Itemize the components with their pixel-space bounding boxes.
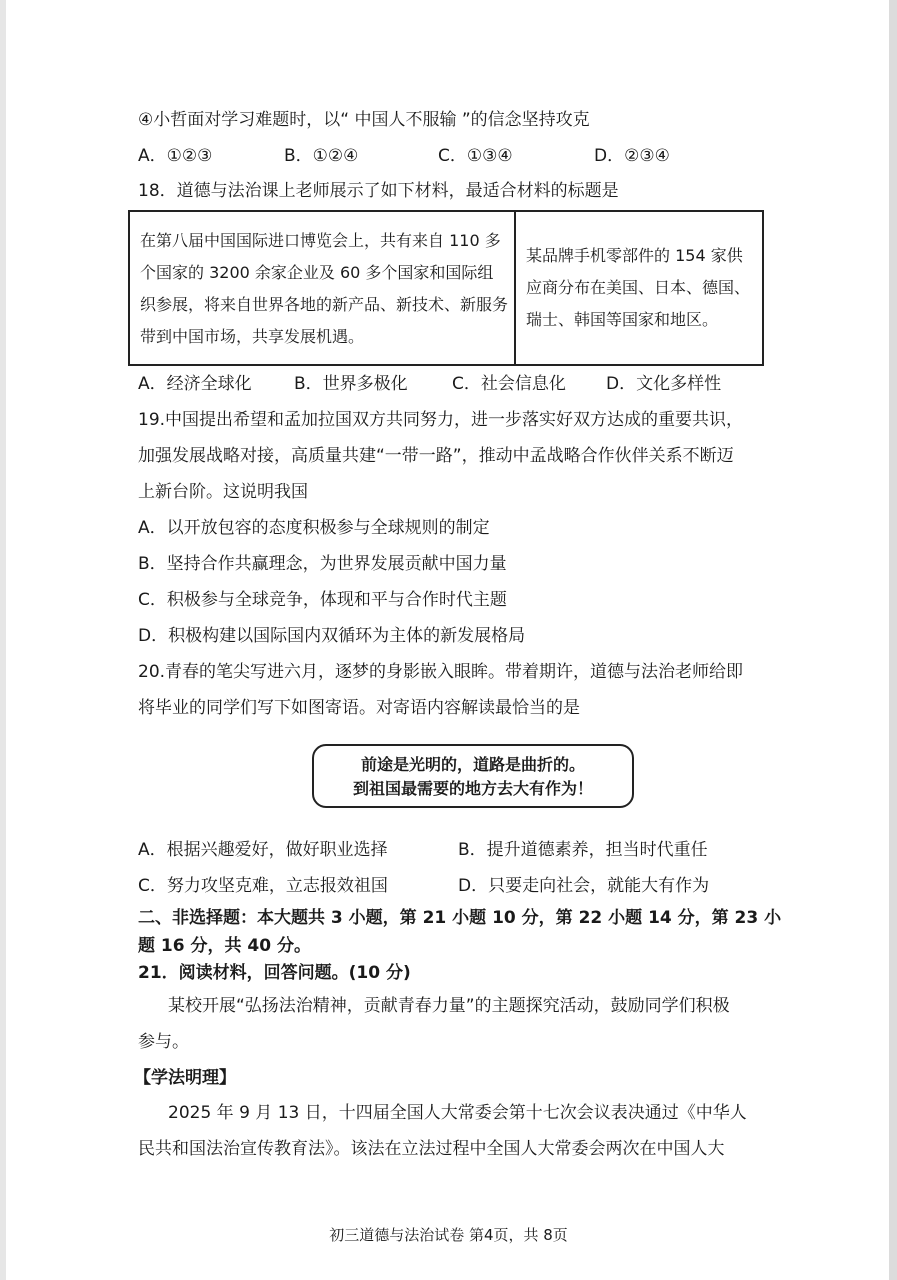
q21-intro-line-1: 某校开展“弘扬法治精神，贡献青春力量”的主题探究活动，鼓励同学们积极 <box>168 996 730 1016</box>
q17-option-d: D．②③④ <box>594 146 670 166</box>
q20-quote-box <box>312 744 634 808</box>
q19-option-b: B．坚持合作共赢理念，为世界发展贡献中国力量 <box>138 554 507 574</box>
q18-options <box>138 372 778 396</box>
q18-option-b: B．世界多极化 <box>294 374 408 394</box>
q20-option-a: A．根据兴趣爱好，做好职业选择 <box>138 840 388 860</box>
q21-intro-line-2: 参与。 <box>138 1032 189 1052</box>
q19-option-c: C．积极参与全球竞争，体现和平与合作时代主题 <box>138 590 507 610</box>
q18-stem: 18．道德与法治课上老师展示了如下材料，最适合材料的标题是 <box>138 181 619 201</box>
q20-options-row-2 <box>138 874 778 898</box>
section2-heading-line-2: 题 16 分，共 40 分。 <box>138 936 311 956</box>
q20-quote-line-2: 到祖国最需要的地方去大有作为！ <box>352 779 593 798</box>
q17-option-c: C．①③④ <box>438 146 513 166</box>
q17-option-a: A．①②③ <box>138 146 213 166</box>
q19-option-a: A．以开放包容的态度积极参与全球规则的制定 <box>138 518 490 538</box>
q20-option-b: B．提升道德素养，担当时代重任 <box>458 840 708 860</box>
scan-edge-left <box>0 0 6 1280</box>
q20-stem-line-2: 将毕业的同学们写下如图寄语。对寄语内容解读最恰当的是 <box>138 698 580 718</box>
q20-option-c: C．努力攻坚克难，立志报效祖国 <box>138 876 388 896</box>
q20-stem-line-1: 20.青春的笔尖写进六月，逐梦的身影嵌入眼眸。带着期许，道德与法治老师给即 <box>138 662 744 682</box>
section2-heading-line-1: 二、非选择题：本大题共 3 小题，第 21 小题 10 分，第 22 小题 14 分，第 23 小 <box>138 908 782 928</box>
q20-options-row-1 <box>138 838 778 862</box>
q18-option-c: C．社会信息化 <box>452 374 566 394</box>
page-footer: 初三道德与法治试卷 第4页，共 8页 <box>329 1226 568 1244</box>
q19-stem-line-2: 加强发展战略对接，高质量共建“一带一路”，推动中孟战略合作伙伴关系不断迈 <box>138 446 734 466</box>
q18-material-right: 某品牌手机零部件的 154 家供应商分布在美国、日本、德国、瑞士、韩国等国家和地区。 <box>526 246 751 329</box>
q18-material-left: 在第八届中国国际进口博览会上，共有来自 110 多个国家的 3200 余家企业及 60 多个国家和国际组织参展，将来自世界各地的新产品、新技术、新服务带到中国市场，共享发展机遇。 <box>130 212 516 364</box>
scan-edge-right <box>889 0 897 1280</box>
q20-quote-line-1: 前途是光明的，道路是曲折的。 <box>360 755 585 774</box>
q18-material-table <box>128 210 764 366</box>
q21-title: 21．阅读材料，回答问题。(10 分) <box>138 963 411 983</box>
q18-option-d: D．文化多样性 <box>606 374 722 394</box>
q17-option-b: B．①②④ <box>284 146 359 166</box>
q18-option-a: A．经济全球化 <box>138 374 252 394</box>
q21-para-line-2: 民共和国法治宣传教育法》。该法在立法过程中全国人大常委会两次在中国人大 <box>138 1139 725 1159</box>
q20-option-d: D．只要走向社会，就能大有作为 <box>458 876 710 896</box>
q17-options <box>138 144 778 168</box>
q17-item-4: ④小哲面对学习难题时，以“ 中国人不服输 ”的信念坚持攻克 <box>138 110 590 130</box>
q21-para-line-1: 2025 年 9 月 13 日，十四届全国人大常委会第十七次会议表决通过《中华人 <box>168 1103 747 1123</box>
q19-stem-line-1: 19.中国提出希望和孟加拉国双方共同努力，进一步落实好双方达成的重要共识， <box>138 410 744 430</box>
q19-stem-line-3: 上新台阶。这说明我国 <box>138 482 308 502</box>
q19-option-d: D．积极构建以国际国内双循环为主体的新发展格局 <box>138 626 526 646</box>
q21-subheading: 【学法明理】 <box>134 1068 236 1088</box>
